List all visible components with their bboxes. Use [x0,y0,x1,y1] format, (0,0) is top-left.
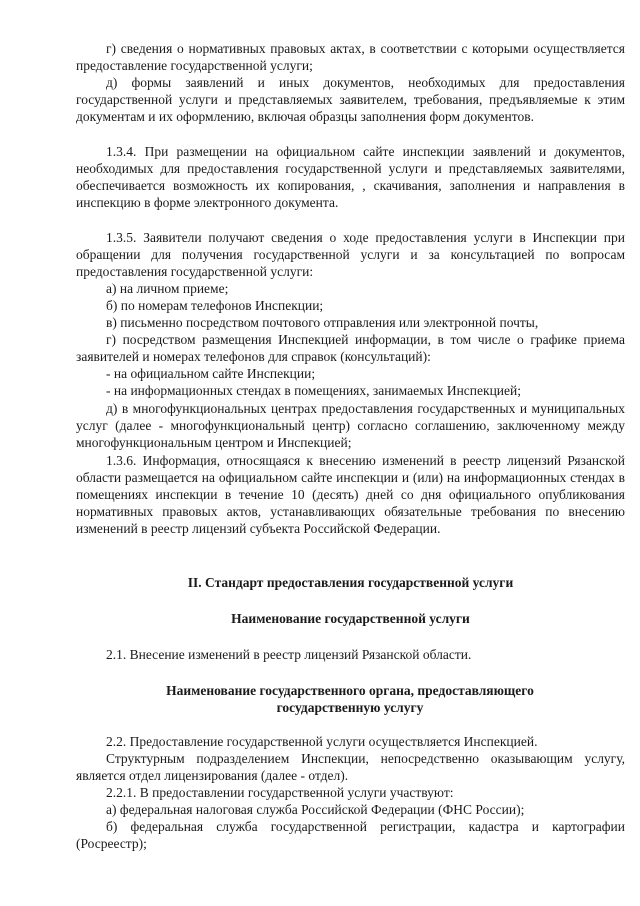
list-item-d: д) в многофункциональных центрах предоставления государственных и муниципальных услуг (далее - многофункциональный центр) согласно соглашению, заключенному между многофункциональным центром и Инспекцией; [76,401,625,451]
list-item-v: в) письменно посредством почтового отправления или электронной почты, [106,315,539,330]
paragraph-info-g: г) сведения о нормативных правовых актах, в соответствии с которыми осуществляется предоставление государственной услуги; [76,41,625,74]
paragraph-info-d: д) формы заявлений и иных документов, необходимых для предоставления государственной услуги и представляемых заявителем, требования, предъявляемые к этим документам и их оформлению, включая образцы заполнения форм документов. [76,75,625,125]
list-item-g: г) посредством размещения Инспекцией информации, в том числе о графике приема заявителей и номерах телефонов для справок (консультаций): [76,332,625,365]
list-item-a: а) на личном приеме; [106,281,229,296]
heading-government-body: Наименование государственного органа, предоставляющего государственную услугу [166,683,534,715]
paragraph-1-3-4: 1.3.4. При размещении на официальном сайте инспекции заявлений и документов, необходимых для предоставления государственной услуги и представляемых заявителями, обеспечивается возможность их копирования, , скачивания, заполнения и направления в инспекцию в форме электронного документа. [76,144,625,211]
paragraph-1-3-5: 1.3.5. Заявители получают сведения о ходе предоставления услуги в Инспекции при обращении для получения государственной услуги и за консультацией по вопросам предоставления государственной услуги: [76,230,625,280]
paragraph-1-3-6: 1.3.6. Информация, относящаяся к внесению изменений в реестр лицензий Рязанской области размещается на официальном сайте инспекции и (или) на информационных стендах в помещениях инспекции в течение 10 (десять) дней со дня официального опубликования нормативных правовых актов, устанавливающих обязательные требования по внесению изменений в реестр лицензий субъекта Российской Федерации. [76,453,625,537]
list-subitem-stands: - на информационных стендах в помещениях, занимаемых Инспекцией; [106,383,521,398]
paragraph-2-1: 2.1. Внесение изменений в реестр лицензий Рязанской области. [106,647,472,662]
list-subitem-site: - на официальном сайте Инспекции; [106,366,316,381]
heading-service-name: Наименование государственной услуги [231,611,470,626]
paragraph-structural-unit: Структурным подразделением Инспекции, непосредственно оказывающим услугу, является отдел лицензирования (далее - отдел). [76,751,625,784]
paragraph-2-2-1: 2.2.1. В предоставлении государственной услуги участвуют: [106,785,454,800]
paragraph-2-2: 2.2. Предоставление государственной услуги осуществляется Инспекцией. [106,734,538,749]
list-item-b: б) по номерам телефонов Инспекции; [106,298,324,313]
participant-b: б) федеральная служба государственной регистрации, кадастра и картографии (Росреестр); [76,819,625,852]
section-title: II. Стандарт предоставления государственной услуги [187,575,514,590]
participant-a: а) федеральная налоговая служба Российской Федерации (ФНС России); [106,802,525,817]
